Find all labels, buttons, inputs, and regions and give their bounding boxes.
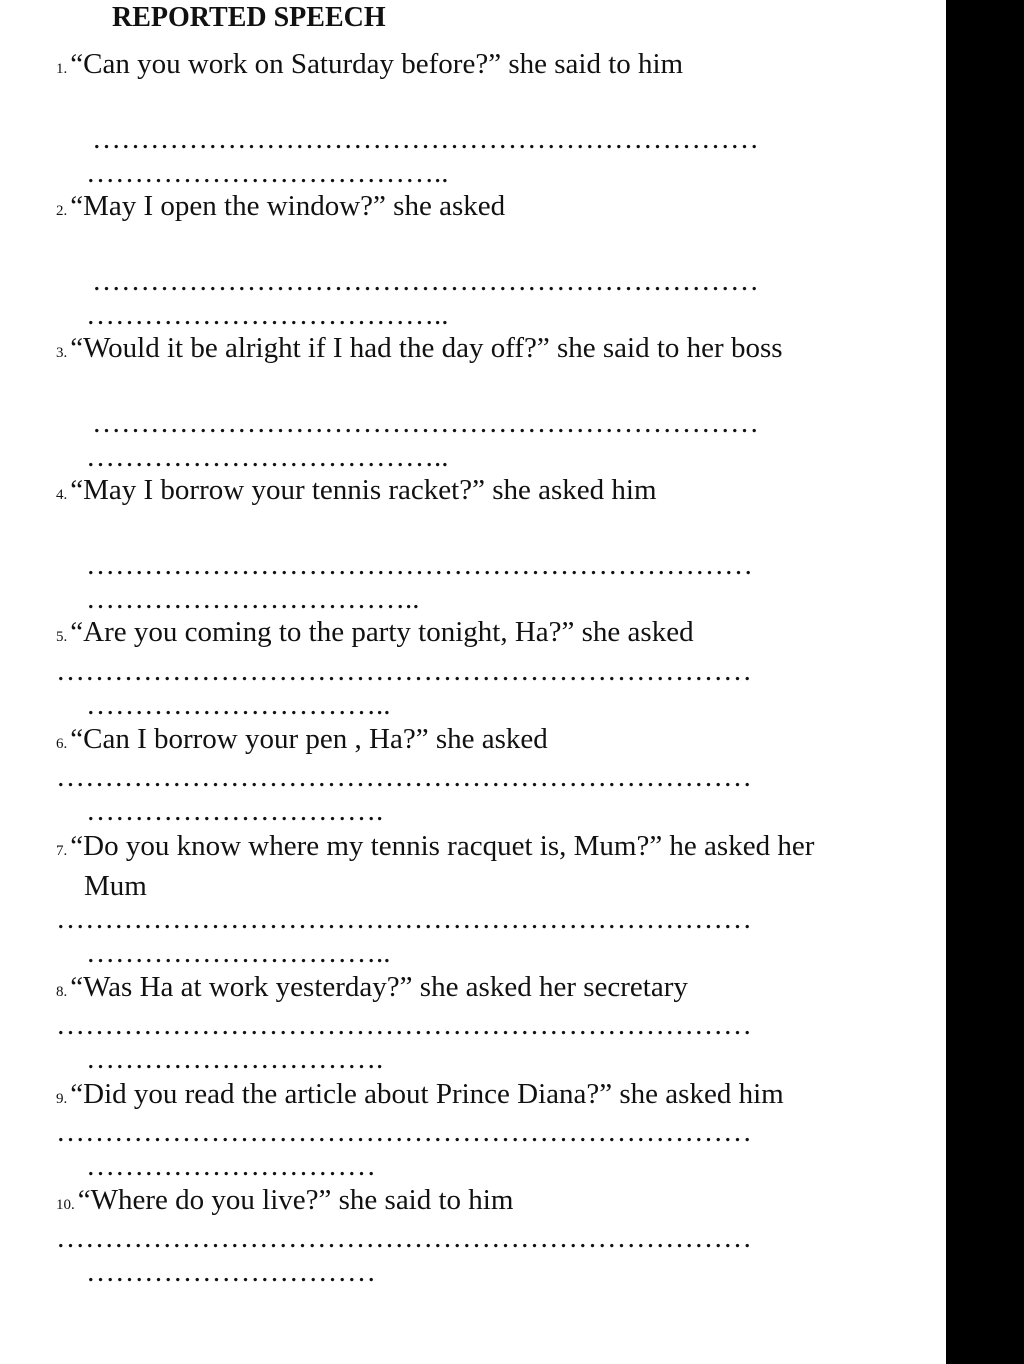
question-number: 10. bbox=[56, 1197, 75, 1213]
answer-line[interactable]: …………………………………………………………… bbox=[92, 265, 759, 297]
question-text: “Can I borrow your pen , Ha?” she asked bbox=[70, 723, 548, 755]
worksheet-title: REPORTED SPEECH bbox=[112, 2, 386, 33]
answer-line[interactable]: ………………………….. bbox=[86, 937, 391, 969]
answer-line[interactable]: ……………………………….. bbox=[86, 441, 449, 473]
question-number: 4. bbox=[56, 487, 68, 503]
question-text: “Are you coming to the party tonight, Ha?” she asked bbox=[70, 616, 694, 648]
question-4 bbox=[56, 473, 886, 513]
question-5 bbox=[56, 615, 886, 655]
answer-line[interactable]: ……………………………………………………………… bbox=[56, 1009, 752, 1041]
question-6 bbox=[56, 722, 886, 762]
question-text: “Do you know where my tennis racquet is, Mum?” he asked her bbox=[70, 830, 815, 862]
answer-line[interactable]: …………………………….. bbox=[86, 583, 420, 615]
answer-line[interactable]: …………………………………………………………… bbox=[92, 123, 759, 155]
answer-line[interactable]: ……………………………………………………………… bbox=[56, 655, 752, 687]
question-number: 5. bbox=[56, 629, 68, 645]
question-text: “Would it be alright if I had the day off?” she said to her boss bbox=[70, 332, 783, 364]
question-number: 2. bbox=[56, 203, 68, 219]
question-text: “Can you work on Saturday before?” she said to him bbox=[70, 48, 684, 80]
question-text-continued: Mum bbox=[84, 870, 147, 902]
question-7 bbox=[56, 829, 886, 904]
question-number: 1. bbox=[56, 61, 68, 77]
answer-line[interactable]: ……………………………….. bbox=[86, 157, 449, 189]
answer-line[interactable]: ……………………………………………………………… bbox=[56, 761, 752, 793]
answer-line[interactable]: …………………………. bbox=[86, 1043, 384, 1075]
question-text: “Where do you live?” she said to him bbox=[77, 1184, 514, 1216]
question-2 bbox=[56, 189, 886, 229]
answer-line[interactable]: ……………………………………………………………… bbox=[56, 1116, 752, 1148]
question-8 bbox=[56, 970, 886, 1010]
answer-line[interactable]: ………………………… bbox=[86, 1150, 376, 1182]
question-number: 6. bbox=[56, 736, 68, 752]
answer-line[interactable]: ………………………… bbox=[86, 1256, 376, 1288]
answer-line[interactable]: …………………………………………………………… bbox=[86, 549, 753, 581]
question-number: 9. bbox=[56, 1091, 68, 1107]
question-number: 3. bbox=[56, 345, 68, 361]
question-text: “May I open the window?” she asked bbox=[70, 190, 506, 222]
answer-line[interactable]: …………………………………………………………… bbox=[92, 407, 759, 439]
answer-line[interactable]: ……………………………….. bbox=[86, 299, 449, 331]
question-3 bbox=[56, 331, 886, 371]
scan-edge-bar bbox=[946, 0, 1024, 1364]
question-9 bbox=[56, 1077, 886, 1117]
question-number: 7. bbox=[56, 843, 68, 859]
question-text: “Did you read the article about Prince Diana?” she asked him bbox=[70, 1078, 784, 1110]
question-number: 8. bbox=[56, 984, 68, 1000]
question-text: “Was Ha at work yesterday?” she asked her secretary bbox=[70, 971, 688, 1003]
answer-line[interactable]: ………………………….. bbox=[86, 689, 391, 721]
question-10 bbox=[56, 1183, 886, 1223]
answer-line[interactable]: ……………………………………………………………… bbox=[56, 903, 752, 935]
question-text: “May I borrow your tennis racket?” she asked him bbox=[70, 474, 657, 506]
question-1 bbox=[56, 47, 886, 87]
answer-line[interactable]: …………………………. bbox=[86, 795, 384, 827]
answer-line[interactable]: ……………………………………………………………… bbox=[56, 1222, 752, 1254]
